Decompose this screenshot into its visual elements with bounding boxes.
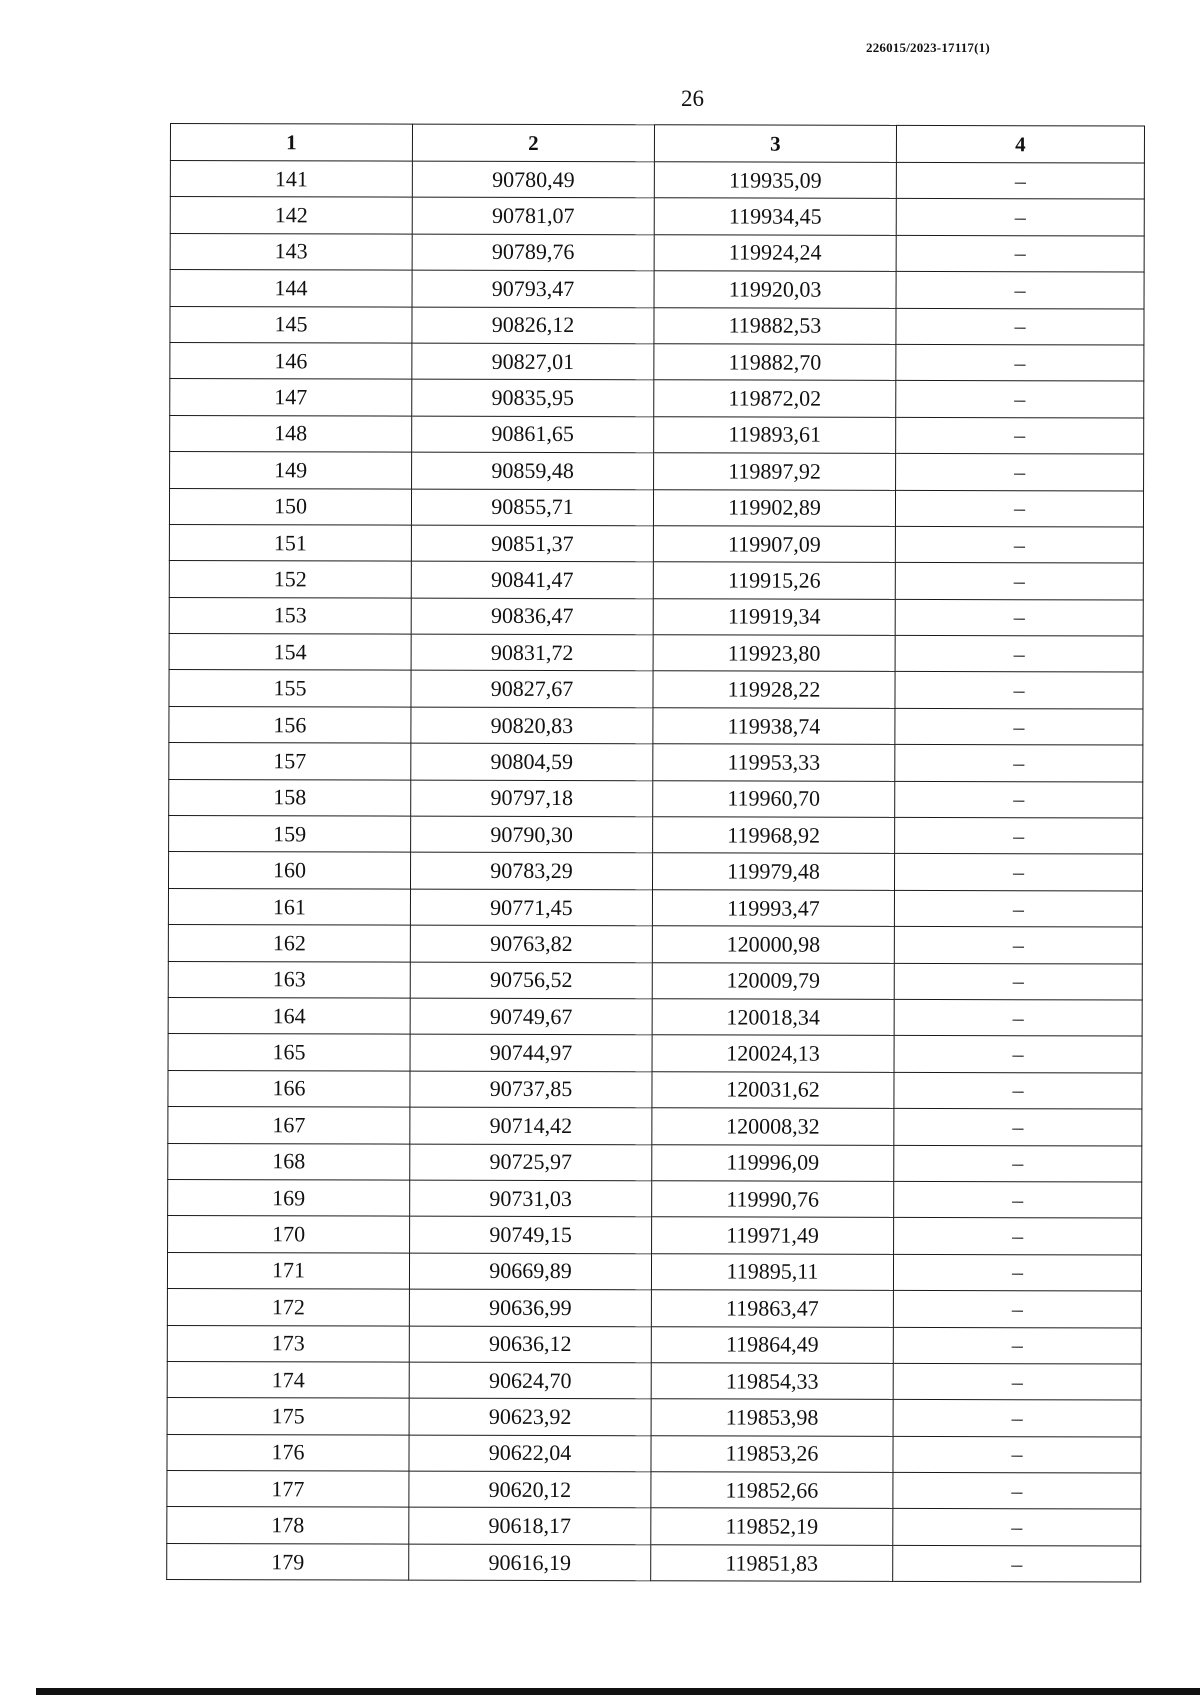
- x-coordinate-cell: 90789,76: [412, 234, 654, 271]
- x-coordinate-cell: 90756,52: [410, 962, 652, 999]
- x-coordinate-cell: 90835,95: [412, 379, 654, 416]
- note-cell: –: [894, 963, 1142, 1000]
- note-cell: –: [896, 272, 1144, 309]
- point-number-cell: 145: [170, 306, 412, 343]
- x-coordinate-cell: 90636,99: [409, 1289, 651, 1326]
- x-coordinate-cell: 90763,82: [410, 925, 652, 962]
- x-coordinate-cell: 90827,67: [411, 671, 653, 708]
- x-coordinate-cell: 90636,12: [409, 1326, 651, 1363]
- note-cell: –: [895, 490, 1143, 527]
- y-coordinate-cell: 119919,34: [653, 598, 895, 635]
- point-number-cell: 152: [169, 561, 411, 598]
- note-cell: –: [896, 344, 1144, 381]
- point-number-cell: 178: [167, 1507, 409, 1544]
- table-row: [168, 1034, 1142, 1073]
- note-cell: –: [896, 454, 1144, 491]
- table-row: [170, 197, 1144, 236]
- x-coordinate-cell: 90669,89: [409, 1253, 651, 1290]
- table-row: [167, 1471, 1141, 1510]
- table-row: [169, 597, 1143, 636]
- table-row: [167, 1361, 1141, 1400]
- y-coordinate-cell: 119928,22: [653, 671, 895, 708]
- table-header-row: [170, 124, 1144, 164]
- note-cell: –: [893, 1363, 1141, 1400]
- x-coordinate-cell: 90790,30: [411, 816, 653, 853]
- y-coordinate-cell: 120009,79: [652, 962, 894, 999]
- point-number-cell: 171: [167, 1252, 409, 1289]
- note-cell: –: [895, 526, 1143, 563]
- table-row: [167, 1252, 1141, 1291]
- x-coordinate-cell: 90855,71: [411, 489, 653, 526]
- table-row: [168, 961, 1142, 1000]
- table-row: [168, 997, 1142, 1036]
- x-coordinate-cell: 90714,42: [410, 1107, 652, 1144]
- x-coordinate-cell: 90731,03: [410, 1180, 652, 1217]
- note-cell: –: [896, 381, 1144, 418]
- y-coordinate-cell: 119979,48: [652, 853, 894, 890]
- y-coordinate-cell: 119851,83: [651, 1545, 893, 1582]
- point-number-cell: 177: [167, 1471, 409, 1508]
- table-body: [167, 161, 1145, 1583]
- x-coordinate-cell: 90820,83: [411, 707, 653, 744]
- y-coordinate-cell: 119864,49: [651, 1326, 893, 1363]
- x-coordinate-cell: 90622,04: [409, 1435, 651, 1472]
- column-header: 4: [896, 125, 1144, 163]
- note-cell: –: [896, 235, 1144, 272]
- bottom-scan-edge: [36, 1688, 1200, 1695]
- note-cell: –: [894, 1036, 1142, 1073]
- y-coordinate-cell: 119971,49: [652, 1217, 894, 1254]
- point-number-cell: 143: [170, 233, 412, 270]
- x-coordinate-cell: 90797,18: [411, 780, 653, 817]
- y-coordinate-cell: 119915,26: [653, 562, 895, 599]
- y-coordinate-cell: 119996,09: [652, 1144, 894, 1181]
- y-coordinate-cell: 119852,66: [651, 1472, 893, 1509]
- x-coordinate-cell: 90804,59: [411, 743, 653, 780]
- y-coordinate-cell: 119863,47: [651, 1290, 893, 1327]
- table-row: [168, 1216, 1142, 1255]
- y-coordinate-cell: 119893,61: [654, 417, 896, 454]
- y-coordinate-cell: 119934,45: [654, 198, 896, 235]
- x-coordinate-cell: 90783,29: [410, 853, 652, 890]
- note-cell: –: [893, 1509, 1141, 1546]
- table-row: [170, 161, 1144, 200]
- y-coordinate-cell: 119852,19: [651, 1508, 893, 1545]
- point-number-cell: 174: [167, 1361, 409, 1398]
- table-row: [169, 488, 1143, 527]
- note-cell: –: [894, 1145, 1142, 1182]
- point-number-cell: 159: [169, 816, 411, 853]
- x-coordinate-cell: 90781,07: [412, 198, 654, 235]
- point-number-cell: 160: [168, 852, 410, 889]
- note-cell: –: [895, 635, 1143, 672]
- note-cell: –: [896, 199, 1144, 236]
- point-number-cell: 165: [168, 1034, 410, 1071]
- note-cell: –: [893, 1545, 1141, 1582]
- table-row: [170, 342, 1144, 381]
- y-coordinate-cell: 119853,26: [651, 1435, 893, 1472]
- table-row: [167, 1289, 1141, 1328]
- x-coordinate-cell: 90851,37: [411, 525, 653, 562]
- table-row: [167, 1398, 1141, 1437]
- point-number-cell: 156: [169, 706, 411, 743]
- point-number-cell: 146: [170, 342, 412, 379]
- note-cell: –: [894, 999, 1142, 1036]
- point-number-cell: 172: [167, 1289, 409, 1326]
- table-row: [170, 452, 1144, 491]
- table-row: [170, 233, 1144, 272]
- table-row: [168, 1143, 1142, 1182]
- y-coordinate-cell: 119938,74: [653, 708, 895, 745]
- point-number-cell: 163: [168, 961, 410, 998]
- x-coordinate-cell: 90749,67: [410, 998, 652, 1035]
- table-row: [169, 634, 1143, 673]
- y-coordinate-cell: 119907,09: [653, 526, 895, 563]
- table-row: [168, 1179, 1142, 1218]
- point-number-cell: 155: [169, 670, 411, 707]
- table-row: [167, 1325, 1141, 1364]
- table-row: [170, 306, 1144, 345]
- point-number-cell: 167: [168, 1107, 410, 1144]
- point-number-cell: 173: [167, 1325, 409, 1362]
- note-cell: –: [894, 890, 1142, 927]
- note-cell: –: [896, 308, 1144, 345]
- table-row: [167, 1434, 1141, 1473]
- table-row: [170, 415, 1144, 454]
- x-coordinate-cell: 90780,49: [412, 161, 654, 198]
- point-number-cell: 168: [168, 1143, 410, 1180]
- table-row: [168, 1070, 1142, 1109]
- x-coordinate-cell: 90793,47: [412, 270, 654, 307]
- table-row: [169, 779, 1143, 818]
- y-coordinate-cell: 119853,98: [651, 1399, 893, 1436]
- note-cell: –: [895, 745, 1143, 782]
- note-cell: –: [895, 672, 1143, 709]
- table-row: [168, 925, 1142, 964]
- y-coordinate-cell: 120024,13: [652, 1035, 894, 1072]
- point-number-cell: 153: [169, 597, 411, 634]
- point-number-cell: 154: [169, 634, 411, 671]
- table-row: [167, 1543, 1141, 1582]
- note-cell: –: [895, 563, 1143, 600]
- note-cell: –: [896, 417, 1144, 454]
- point-number-cell: 147: [170, 379, 412, 416]
- point-number-cell: 142: [170, 197, 412, 234]
- table-row: [169, 524, 1143, 563]
- table-row: [169, 670, 1143, 709]
- y-coordinate-cell: 119882,53: [654, 307, 896, 344]
- note-cell: –: [893, 1400, 1141, 1437]
- point-number-cell: 179: [167, 1543, 409, 1580]
- column-header: 2: [412, 124, 654, 162]
- table-row: [168, 1107, 1142, 1146]
- y-coordinate-cell: 119854,33: [651, 1363, 893, 1400]
- y-coordinate-cell: 119924,24: [654, 235, 896, 272]
- y-coordinate-cell: 119882,70: [654, 344, 896, 381]
- x-coordinate-cell: 90827,01: [412, 343, 654, 380]
- x-coordinate-cell: 90620,12: [409, 1471, 651, 1508]
- y-coordinate-cell: 119935,09: [654, 162, 896, 199]
- table-row: [170, 270, 1144, 309]
- y-coordinate-cell: 119897,92: [654, 453, 896, 490]
- y-coordinate-cell: 120000,98: [652, 926, 894, 963]
- point-number-cell: 166: [168, 1070, 410, 1107]
- note-cell: –: [894, 1181, 1142, 1218]
- x-coordinate-cell: 90749,15: [410, 1216, 652, 1253]
- x-coordinate-cell: 90771,45: [410, 889, 652, 926]
- note-cell: –: [895, 599, 1143, 636]
- point-number-cell: 164: [168, 997, 410, 1034]
- x-coordinate-cell: 90831,72: [411, 634, 653, 671]
- x-coordinate-cell: 90836,47: [411, 598, 653, 635]
- y-coordinate-cell: 120031,62: [652, 1072, 894, 1109]
- point-number-cell: 141: [170, 161, 412, 198]
- x-coordinate-cell: 90725,97: [410, 1144, 652, 1181]
- point-number-cell: 149: [170, 452, 412, 489]
- y-coordinate-cell: 119993,47: [652, 890, 894, 927]
- point-number-cell: 161: [168, 888, 410, 925]
- table-row: [168, 888, 1142, 927]
- y-coordinate-cell: 119953,33: [653, 744, 895, 781]
- x-coordinate-cell: 90616,19: [409, 1544, 651, 1581]
- y-coordinate-cell: 119968,92: [653, 817, 895, 854]
- note-cell: –: [894, 927, 1142, 964]
- x-coordinate-cell: 90841,47: [411, 561, 653, 598]
- document-id: 226015/2023-17117(1): [866, 40, 990, 55]
- x-coordinate-cell: 90618,17: [409, 1508, 651, 1545]
- table-row: [167, 1507, 1141, 1546]
- x-coordinate-cell: 90744,97: [410, 1035, 652, 1072]
- table-row: [169, 561, 1143, 600]
- table-header: [170, 124, 1144, 164]
- point-number-cell: 162: [168, 925, 410, 962]
- note-cell: –: [893, 1327, 1141, 1364]
- x-coordinate-cell: 90737,85: [410, 1071, 652, 1108]
- point-number-cell: 169: [168, 1179, 410, 1216]
- table-row: [168, 852, 1142, 891]
- x-coordinate-cell: 90826,12: [412, 307, 654, 344]
- table-row: [169, 816, 1143, 855]
- point-number-cell: 175: [167, 1398, 409, 1435]
- point-number-cell: 176: [167, 1434, 409, 1471]
- note-cell: –: [896, 162, 1144, 199]
- y-coordinate-cell: 119920,03: [654, 271, 896, 308]
- note-cell: –: [893, 1291, 1141, 1328]
- point-number-cell: 148: [170, 415, 412, 452]
- column-header: 1: [170, 124, 412, 162]
- note-cell: –: [895, 708, 1143, 745]
- y-coordinate-cell: 119990,76: [652, 1181, 894, 1218]
- note-cell: –: [893, 1472, 1141, 1509]
- note-cell: –: [893, 1436, 1141, 1473]
- column-header: 3: [654, 125, 896, 163]
- table-row: [170, 379, 1144, 418]
- y-coordinate-cell: 119895,11: [651, 1253, 893, 1290]
- y-coordinate-cell: 119960,70: [653, 780, 895, 817]
- y-coordinate-cell: 119923,80: [653, 635, 895, 672]
- y-coordinate-cell: 120018,34: [652, 999, 894, 1036]
- table-row: [169, 743, 1143, 782]
- point-number-cell: 151: [169, 524, 411, 561]
- note-cell: –: [894, 854, 1142, 891]
- note-cell: –: [894, 1218, 1142, 1255]
- coordinates-table: [166, 123, 1145, 1583]
- point-number-cell: 144: [170, 270, 412, 307]
- point-number-cell: 150: [169, 488, 411, 525]
- x-coordinate-cell: 90623,92: [409, 1398, 651, 1435]
- point-number-cell: 170: [168, 1216, 410, 1253]
- point-number-cell: 158: [169, 779, 411, 816]
- note-cell: –: [894, 1072, 1142, 1109]
- y-coordinate-cell: 119872,02: [654, 380, 896, 417]
- x-coordinate-cell: 90859,48: [412, 452, 654, 489]
- x-coordinate-cell: 90861,65: [412, 416, 654, 453]
- note-cell: –: [894, 1109, 1142, 1146]
- table-row: [169, 706, 1143, 745]
- page-number: 26: [681, 86, 704, 111]
- y-coordinate-cell: 119902,89: [653, 489, 895, 526]
- y-coordinate-cell: 120008,32: [652, 1108, 894, 1145]
- point-number-cell: 157: [169, 743, 411, 780]
- note-cell: –: [895, 817, 1143, 854]
- x-coordinate-cell: 90624,70: [409, 1362, 651, 1399]
- note-cell: –: [895, 781, 1143, 818]
- note-cell: –: [893, 1254, 1141, 1291]
